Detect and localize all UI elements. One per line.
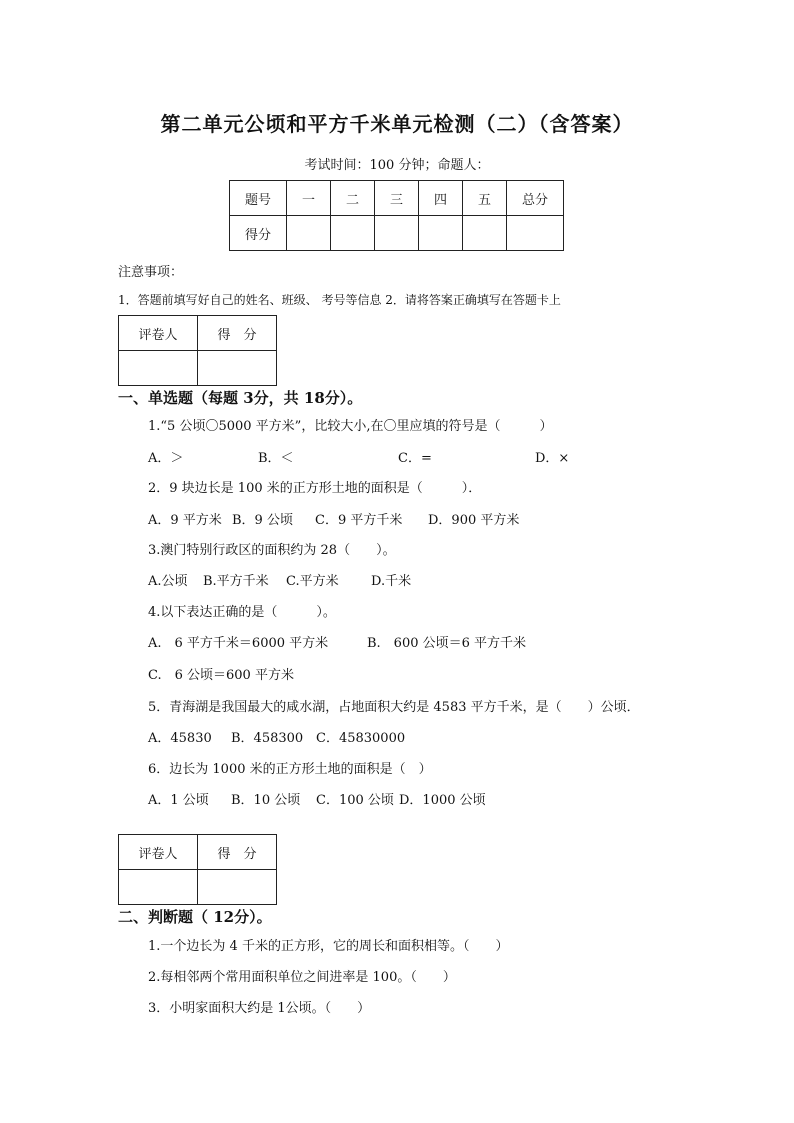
grader-table: [118, 315, 277, 386]
grader-cell[interactable]: [198, 351, 277, 386]
question-text: 2.每相邻两个常用面积单位之间进率是 100。（ ）: [148, 970, 456, 985]
score-cell[interactable]: [463, 216, 507, 251]
table-row: [230, 216, 564, 251]
table-cell: 二: [331, 181, 375, 216]
score-cell[interactable]: [507, 216, 564, 251]
question-text: 1.一个边长为 4 千米的正方形，它的周长和面积相等。（ ）: [148, 939, 509, 954]
table-cell: 一: [287, 181, 331, 216]
section-heading: 二、判断题（ 12分）。: [118, 908, 272, 926]
table-row: [119, 351, 277, 386]
table-cell: 得分: [230, 216, 287, 251]
option: B．10 公顷: [231, 793, 301, 808]
table-cell: 三: [375, 181, 419, 216]
score-cell[interactable]: [287, 216, 331, 251]
table-cell: 评卷人: [119, 835, 198, 870]
question-text: 5．青海湖是我国最大的咸水湖，占地面积大约是 4583 平方千米，是（ ）公顷．: [148, 700, 640, 715]
option: B．458300: [231, 731, 304, 746]
table-cell: 评卷人: [119, 316, 198, 351]
table-row: [119, 835, 277, 870]
table-row: [230, 181, 564, 216]
section-heading: 一、单选题（每题 3分，共 18分）。: [118, 389, 363, 407]
option: A.公顷: [148, 574, 188, 589]
option: D．×: [535, 451, 570, 466]
score-cell[interactable]: [331, 216, 375, 251]
question-text: 4.以下表达正确的是（ ）。: [148, 605, 336, 620]
option: C. 6 公顷＝600 平方米: [148, 668, 294, 683]
table-row: [119, 870, 277, 905]
option: B. 600 公顷＝6 平方千米: [367, 636, 527, 651]
score-table: [229, 180, 564, 251]
question-text: 2．9 块边长是 100 米的正方形土地的面积是（ ）．: [148, 481, 482, 496]
option: B．9 公顷: [232, 513, 293, 528]
table-row: [119, 316, 277, 351]
table-cell: 四: [419, 181, 463, 216]
question-text: 3．小明家面积大约是 1公顷。（ ）: [148, 1001, 371, 1016]
notes-text: 1．答题前填写好自己的姓名、班级、 考号等信息 2．请将答案正确填写在答题卡上: [118, 293, 561, 307]
option: C．9 平方千米: [315, 513, 403, 528]
option: A. 6 平方千米＝6000 平方米: [148, 636, 329, 651]
option: D．1000 公顷: [399, 793, 486, 808]
table-cell: 总分: [507, 181, 564, 216]
grader-table: [118, 834, 277, 905]
question-text: 3.澳门特别行政区的面积约为 28（ ）。: [148, 543, 396, 558]
option: C.平方米: [286, 574, 339, 589]
table-cell: 得 分: [198, 316, 277, 351]
option: C．=: [398, 451, 432, 466]
question-text: 1.“5 公顷〇5000 平方米”，比较大小,在〇里应填的符号是（ ）: [148, 419, 553, 434]
grader-cell[interactable]: [198, 870, 277, 905]
option: A．45830: [148, 731, 212, 746]
score-cell[interactable]: [419, 216, 463, 251]
option: D.千米: [371, 574, 412, 589]
question-text: 6．边长为 1000 米的正方形土地的面积是（ ）: [148, 762, 432, 777]
option: A．1 公顷: [148, 793, 209, 808]
table-cell: 得 分: [198, 835, 277, 870]
table-cell: 题号: [230, 181, 287, 216]
option: A．＞: [148, 451, 184, 466]
notes-heading: 注意事项：: [118, 265, 184, 280]
option: C．100 公顷: [316, 793, 394, 808]
option: D．900 平方米: [428, 513, 520, 528]
table-cell: 五: [463, 181, 507, 216]
page-title: 第二单元公顷和平方千米单元检测（二）（含答案）: [160, 112, 634, 136]
score-cell[interactable]: [375, 216, 419, 251]
grader-cell[interactable]: [119, 351, 198, 386]
option: B.平方千米: [203, 574, 269, 589]
option: B．＜: [258, 451, 294, 466]
exam-info: 考试时间：100 分钟；命题人：: [304, 158, 490, 173]
option: C．45830000: [316, 731, 406, 746]
grader-cell[interactable]: [119, 870, 198, 905]
option: A．9 平方米: [148, 513, 222, 528]
